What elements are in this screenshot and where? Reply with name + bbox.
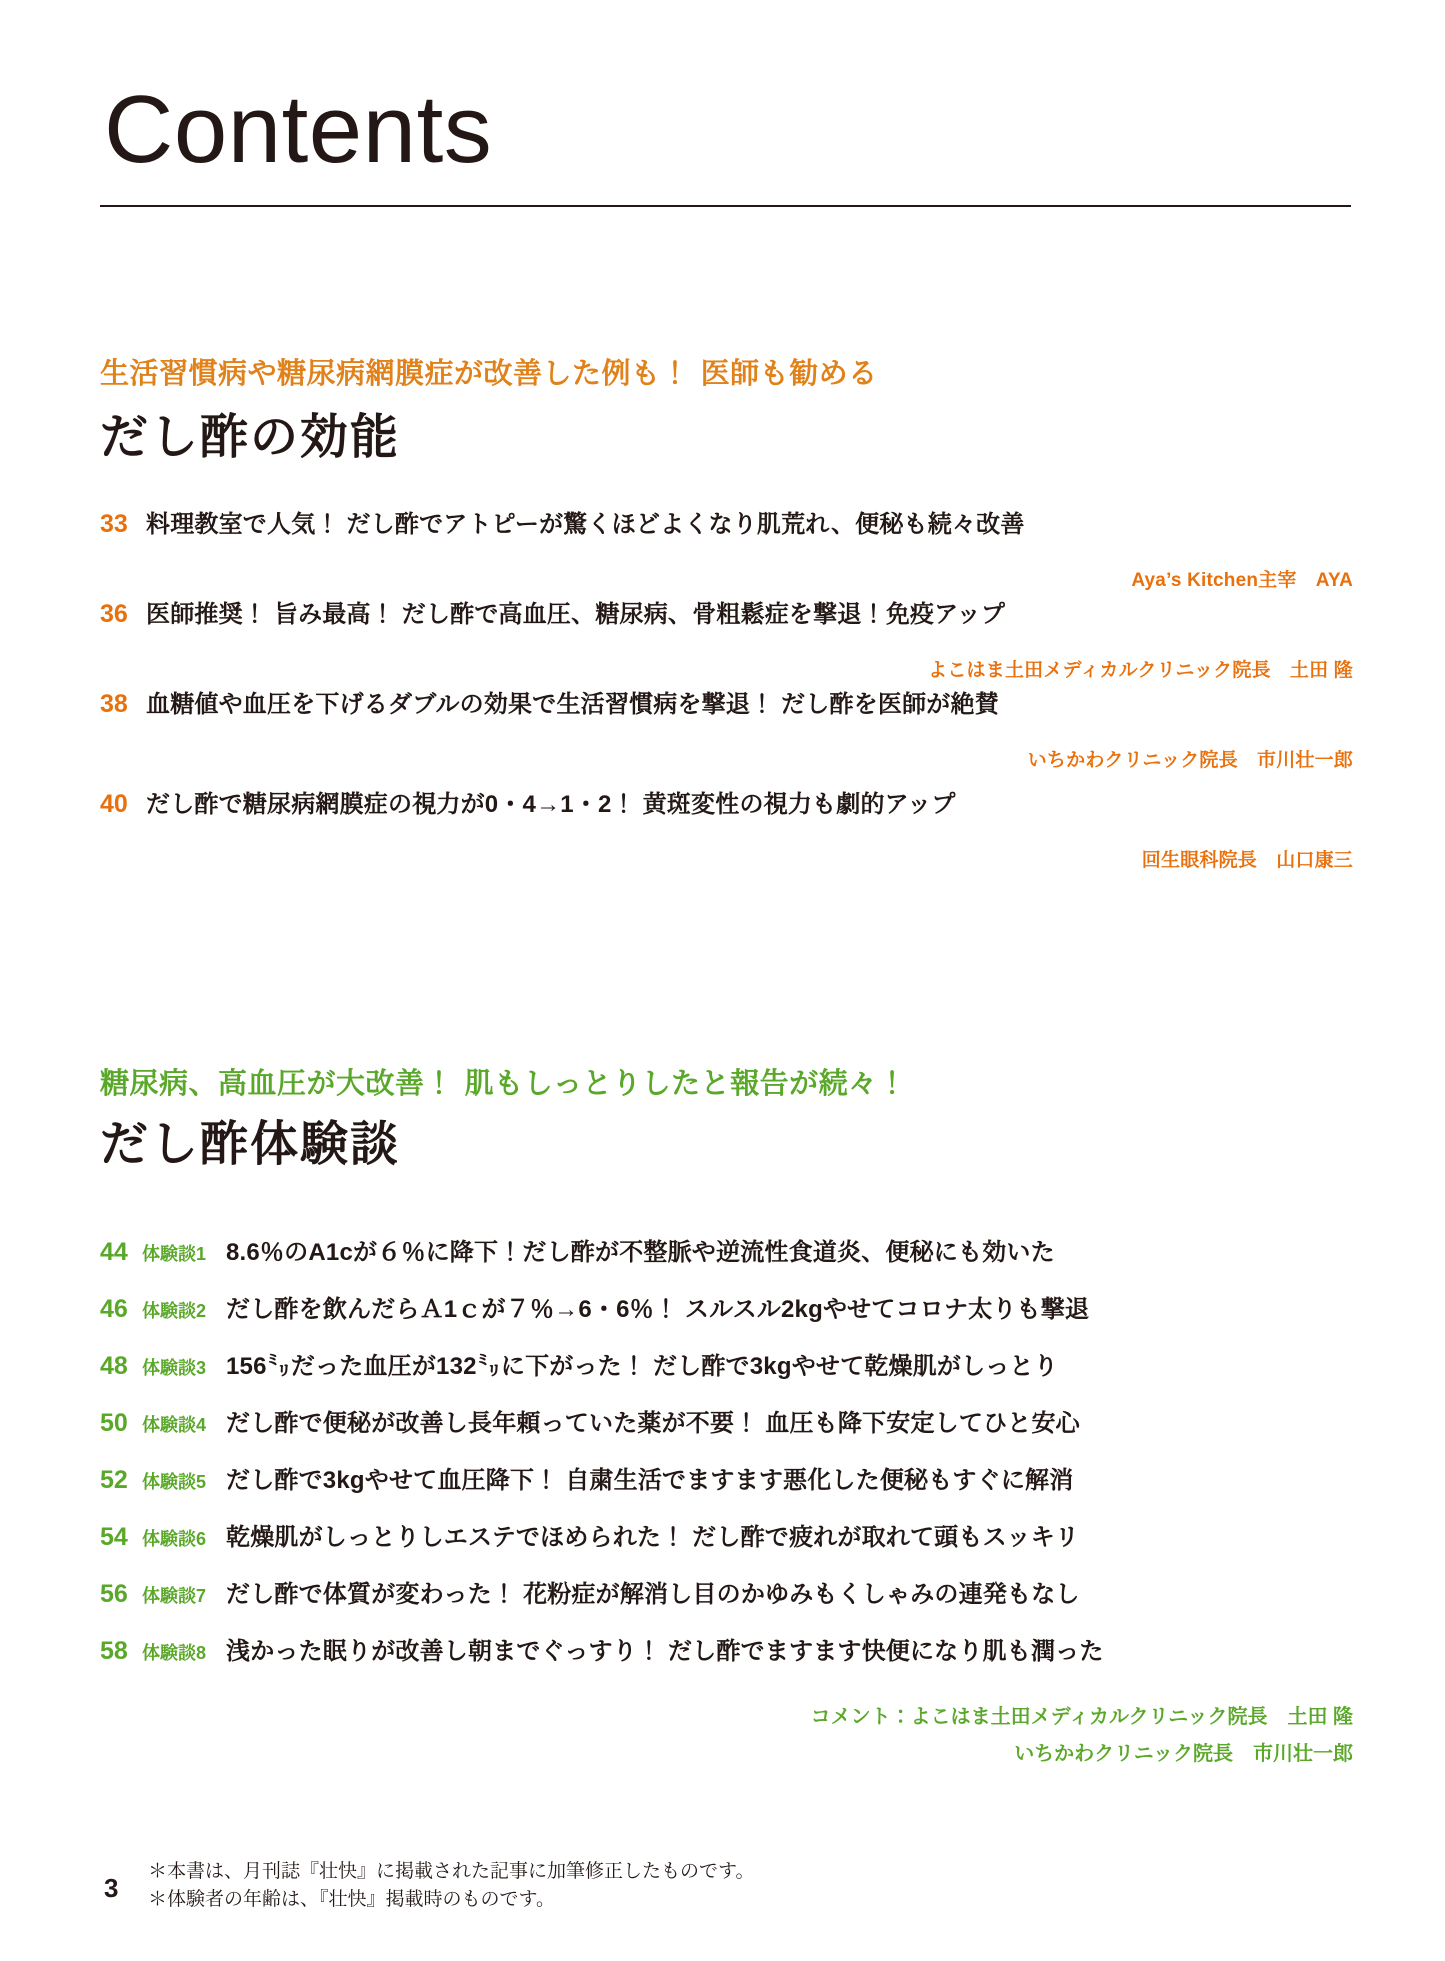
experience-page-number: 54	[100, 1523, 128, 1551]
experience-title: 8.6％のA1cが６％に降下！だし酢が不整脈や逆流性食道炎、便秘にも効いた	[226, 1239, 1055, 1266]
experience-tag: 体験談4	[142, 1415, 207, 1435]
toc-entry-credit: いちかわクリニック院長 市川壮一郎	[1027, 750, 1353, 771]
toc-entry-credit: よこはま土田メディカルクリニック院長 土田 隆	[928, 660, 1353, 681]
experience-tag: 体験談8	[142, 1643, 207, 1663]
toc-entry-page-number: 38	[100, 690, 128, 718]
toc-entry[interactable]	[100, 510, 1355, 540]
experience-title: だし酢で3kgやせて血圧降下！ 自粛生活でますます悪化した便秘もすぐに解消	[226, 1467, 1074, 1494]
experience-tag: 体験談3	[142, 1358, 207, 1378]
experience-title: だし酢を飲んだらＡ1ｃが７％→6・6％！ スルスル2kgやせてコロナ太りも撃退	[226, 1296, 1090, 1323]
footnote-line-2: ＊体験者の年齢は、『壮快』掲載時のものです。	[148, 1888, 555, 1910]
experience-page-number: 50	[100, 1409, 128, 1437]
toc-entry[interactable]	[100, 690, 1355, 720]
experience-page-number: 58	[100, 1637, 128, 1665]
folio-page-number: 3	[104, 1873, 119, 1903]
experience-entry[interactable]	[100, 1232, 1355, 1267]
experience-page-number: 52	[100, 1466, 128, 1494]
experience-page-number: 48	[100, 1352, 128, 1380]
experience-tag: 体験談7	[142, 1586, 207, 1606]
experience-entry[interactable]	[100, 1403, 1355, 1438]
section-1-kicker: 生活習慣病や糖尿病網膜症が改善した例も！ 医師も勧める	[100, 356, 878, 390]
experience-title: 浅かった眠りが改善し朝までぐっすり！ だし酢でますます快便になり肌も潤った	[226, 1638, 1104, 1665]
experience-entry[interactable]	[100, 1631, 1355, 1666]
experience-page-number: 46	[100, 1295, 128, 1323]
title-divider	[100, 205, 1351, 207]
section-2-heading: だし酢体験談	[100, 1118, 401, 1171]
toc-entry[interactable]	[100, 600, 1355, 630]
toc-entry-credit: 回生眼科院長 山口康三	[1141, 850, 1353, 871]
section-2-credit-line-1: コメント：よこはま土田メディカルクリニック院長 土田 隆	[810, 1706, 1353, 1728]
toc-entry-page-number: 36	[100, 600, 128, 628]
footnotes	[148, 1858, 754, 1913]
experience-title: だし酢で体質が変わった！ 花粉症が解消し目のかゆみもくしゃみの連発もなし	[226, 1581, 1080, 1608]
experience-tag: 体験談6	[142, 1529, 207, 1549]
experience-entry[interactable]	[100, 1460, 1355, 1495]
section-2-kicker: 糖尿病、高血圧が大改善！ 肌もしっとりしたと報告が続々！	[100, 1066, 908, 1100]
experience-page-number: 56	[100, 1580, 128, 1608]
experience-entry[interactable]	[100, 1574, 1355, 1609]
toc-entry-title: だし酢で糖尿病網膜症の視力が0・4→1・2！ 黄斑変性の視力も劇的アップ	[146, 791, 956, 818]
experience-tag: 体験談5	[142, 1472, 207, 1492]
experience-title: 乾燥肌がしっとりしエステでほめられた！ だし酢で疲れが取れて頭もスッキリ	[226, 1524, 1080, 1551]
experience-tag: 体験談2	[142, 1301, 207, 1321]
section-2-credit-line-2: いちかわクリニック院長 市川壮一郎	[1014, 1743, 1353, 1765]
toc-entry-title: 料理教室で人気！ だし酢でアトピーが驚くほどよくなり肌荒れ、便秘も続々改善	[146, 511, 1025, 538]
experience-entry[interactable]	[100, 1517, 1355, 1552]
experience-entry[interactable]	[100, 1289, 1355, 1324]
experience-page-number: 44	[100, 1238, 128, 1266]
toc-entry-title: 医師推奨！ 旨み最高！ だし酢で高血圧、糖尿病、骨粗鬆症を撃退！免疫アップ	[146, 601, 1006, 628]
toc-entry-title: 血糖値や血圧を下げるダブルの効果で生活習慣病を撃退！ だし酢を医師が絶賛	[146, 691, 999, 718]
experience-tag: 体験談1	[142, 1244, 207, 1264]
toc-entry-page-number: 33	[100, 510, 128, 538]
section-1-heading: だし酢の効能	[100, 411, 401, 464]
experience-entry[interactable]	[100, 1346, 1355, 1381]
toc-entry[interactable]	[100, 790, 1355, 820]
page-title: Contents	[104, 76, 493, 183]
experience-title: だし酢で便秘が改善し長年頼っていた薬が不要！ 血圧も降下安定してひと安心	[226, 1410, 1080, 1437]
experience-title: 156㍉だった血圧が132㍉に下がった！ だし酢で3kgやせて乾燥肌がしっとり	[226, 1353, 1058, 1380]
footnote-line-1: ＊本書は、月刊誌『壮快』に掲載された記事に加筆修正したものです。	[148, 1861, 755, 1882]
toc-entry-page-number: 40	[100, 790, 128, 818]
toc-entry-credit: Aya’s Kitchen主宰 AYA	[1131, 570, 1353, 591]
